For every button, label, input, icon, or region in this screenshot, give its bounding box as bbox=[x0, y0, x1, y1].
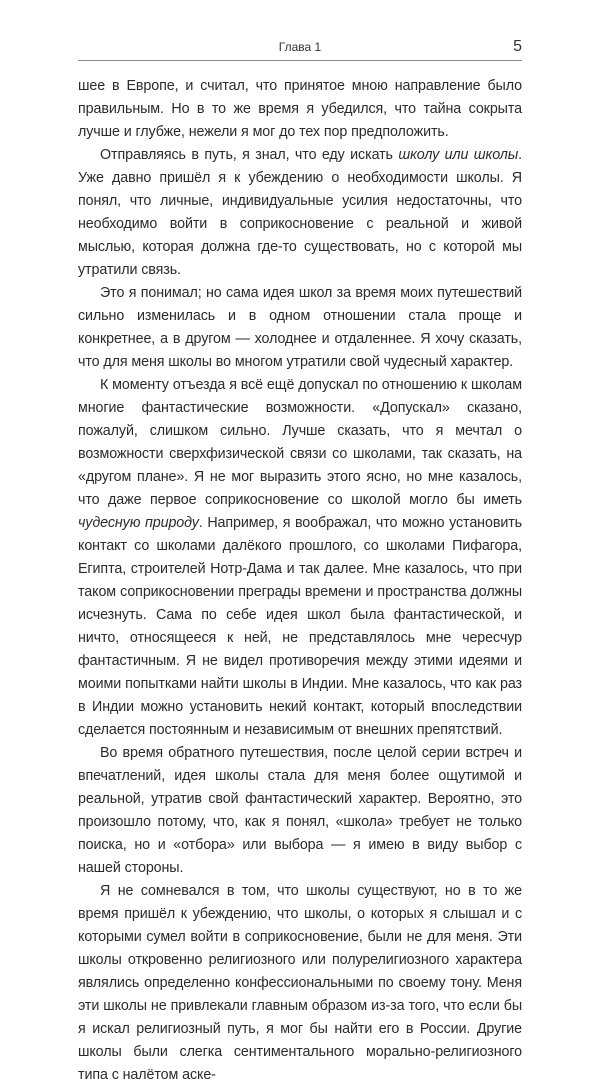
text-run: К моменту отъезда я всё ещё допускал по отношению к школам многие фантастические возможности. «Допускал» сказано, пожалуй, слишком сильно. Лучше сказать, что я мечтал о возможности сверхфизической связи со школами, так сказать, на «другом плане». Я не мог выразить этого ясно, но мне казалось, что даже первое соприкосновение со школой могло бы иметь bbox=[78, 377, 522, 508]
paragraph bbox=[78, 880, 522, 1087]
text-run: шее в Европе, и считал, что принятое мною направление было правильным. Но в то же время я убедился, что тайна сокрыта лучше и глубже, нежели я мог до тех пор предположить. bbox=[78, 78, 522, 140]
emphasis-run: школу или школы bbox=[398, 147, 519, 163]
text-run: . Например, я воображал, что можно установить контакт со школами далёкого прошлого, со школами Пифагора, Египта, строителей Нотр-Дама и так далее. Мне казалось, что при таком соприкосновении преграды времени и пространства должны исчезнуть. Сама по себе идея школ была фантастической, и ничто, относящееся к ней, не представлялось мне чересчур фантастичным. Я не видел противоречия между этими идеями и моими попытками найти школы в Индии. Мне казалось, что как раз в Индии можно установить некий контакт, который впоследствии сделается постоянным и независимым от внешних препятствий. bbox=[78, 515, 522, 738]
paragraph bbox=[78, 742, 522, 880]
text-run: Это я понимал; но сама идея школ за время моих путешествий сильно изменилась и в одном отношении стала проще и конкретнее, а в другом — холоднее и отдаленнее. Я хочу сказать, что для меня школы во многом утратили свой чудесный характер. bbox=[78, 285, 522, 370]
running-header bbox=[78, 38, 522, 61]
text-run: Отправляясь в путь, я знал, что еду искать bbox=[100, 147, 399, 163]
paragraph bbox=[78, 75, 522, 144]
chapter-title: Глава 1 bbox=[278, 40, 322, 54]
paragraph bbox=[78, 374, 522, 742]
paragraph bbox=[78, 144, 522, 282]
text-run: Я не сомневался в том, что школы существуют, но в то же время пришёл к убеждению, что школы, о которых я слышал и с которыми сумел войти в соприкосновение, были не для меня. Эти школы откровенно религиозного или полурелигиозного характера являлись определенно конфессиональными по своему тону. Меня эти школы не привлекали главным образом из-за того, что если бы я искал религиозный путь, я мог бы найти его в России. Другие школы были слегка сентиментального морально-религиозного типа с налётом аске- bbox=[78, 883, 522, 1083]
page-number: 5 bbox=[513, 38, 522, 55]
emphasis-run: чудесную природу bbox=[78, 515, 199, 531]
text-run: . Уже давно пришёл я к убеждению о необходимости школы. Я понял, что личные, индивидуальные усилия недостаточны, что необходимо войти в соприкосновение с реальной и живой мыслью, которая должна где-то существовать, но с которой мы утратили связь. bbox=[78, 147, 522, 278]
paragraph bbox=[78, 282, 522, 374]
body-text bbox=[78, 75, 522, 1087]
text-run: Во время обратного путешествия, после целой серии встреч и впечатлений, идея школы стала для меня более ощутимой и реальной, утратив свой фантастический характер. Вероятно, это произошло потому, что, как я понял, «школа» требует не только поиска, но и «отбора» или выбора — я имею в виду выбор с нашей стороны. bbox=[78, 745, 522, 876]
